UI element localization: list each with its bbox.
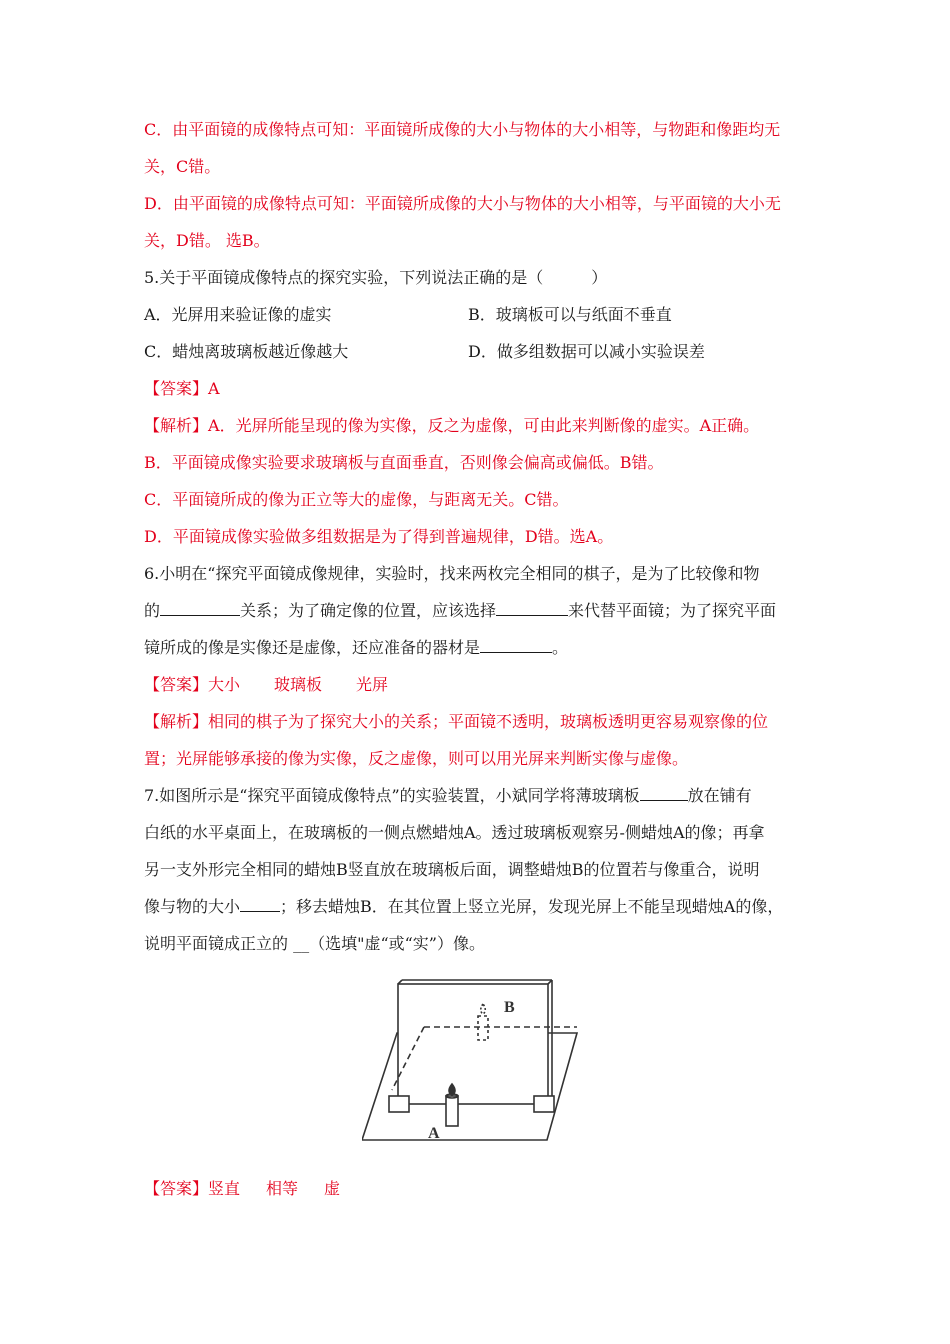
fill-blank bbox=[480, 638, 552, 653]
q6-text: 的 bbox=[144, 601, 161, 620]
q5-option-c: C．蜡烛离玻璃板越近像越大 bbox=[144, 342, 349, 361]
q6-line1: 6.小明在“探究平面镜成像规律，实验时，找来两枚完全相同的棋子，是为了比较像和物 bbox=[144, 564, 760, 583]
experiment-figure bbox=[362, 978, 582, 1147]
q6-text: 来代替平面镜；为了探究平面 bbox=[568, 601, 777, 620]
q7-answer bbox=[144, 1178, 340, 1200]
candle-a-flame bbox=[449, 1084, 455, 1095]
q7-text: 放在铺有 bbox=[687, 786, 752, 805]
q7-text: 7.如图所示是“探究平面镜成像特点”的实验装置，小斌同学将薄玻璃板 bbox=[144, 786, 640, 805]
fill-blank bbox=[496, 601, 568, 616]
q5-analysis-a bbox=[144, 415, 759, 437]
q6-analysis-line1 bbox=[144, 711, 768, 733]
q5-options-row-1 bbox=[144, 304, 804, 326]
answer-tag: 【答案】 bbox=[144, 1179, 209, 1198]
fill-blank bbox=[160, 601, 240, 616]
fill-blank bbox=[240, 897, 280, 912]
q7-line5: 说明平面镜成正立的 __（选填"虚“或“实”）像。 bbox=[144, 934, 485, 953]
q7-text: ；移去蜡烛B．在其位置上竖立光屏，发现光屏上不能呈现蜡烛A的像， bbox=[280, 897, 784, 916]
left-stand bbox=[389, 1096, 409, 1112]
q5-analysis-c: C．平面镜所成的像为正立等大的虚像，与距离无关。C错。 bbox=[144, 490, 569, 509]
q7-line1 bbox=[144, 785, 752, 807]
q7-line4 bbox=[144, 896, 783, 918]
analysis-tag: 【解析】 bbox=[144, 712, 209, 731]
q7-line2: 白纸的水平桌面上，在玻璃板的一侧点燃蜡烛A。透过玻璃板观察另-侧蜡烛A的像；再拿 bbox=[144, 823, 765, 842]
answer-tag: 【答案】 bbox=[144, 379, 209, 398]
fill-blank bbox=[640, 786, 688, 801]
q5-stem: 5.关于平面镜成像特点的探究实验，下列说法正确的是（ ） bbox=[144, 268, 608, 287]
q6-line3 bbox=[144, 637, 568, 659]
right-stand bbox=[534, 1096, 554, 1112]
q6-text: 镜所成的像是实像还是虚像，还应准备的器材是 bbox=[144, 638, 481, 657]
answer-value: A bbox=[208, 379, 220, 398]
q5-option-b: B．玻璃板可以与纸面不垂直 bbox=[468, 305, 672, 324]
q5-options-row-2 bbox=[144, 341, 804, 363]
glass-plate bbox=[398, 984, 548, 1104]
answer-tag: 【答案】 bbox=[144, 675, 209, 694]
analysis-text: 相同的棋子为了探究大小的关系；平面镜不透明，玻璃板透明更容易观察像的位 bbox=[208, 712, 769, 731]
answer-value: 大小 bbox=[208, 675, 241, 694]
q4-analysis-d-line2: 关，D错。 选B。 bbox=[144, 231, 270, 250]
q7-text: 像与物的大小 bbox=[144, 897, 241, 916]
mirror-experiment-diagram bbox=[362, 978, 582, 1143]
q6-text: 。 bbox=[552, 638, 569, 657]
label-a: A bbox=[428, 1125, 440, 1142]
candle-a bbox=[446, 1096, 458, 1126]
q5-option-a: A．光屏用来验证像的虚实 bbox=[144, 305, 332, 324]
q6-line2 bbox=[144, 600, 776, 622]
answer-value: 玻璃板 bbox=[274, 675, 323, 694]
answer-value: 竖直 bbox=[208, 1179, 241, 1198]
q6-answer bbox=[144, 674, 388, 696]
q7-line3: 另一支外形完全相同的蜡烛B竖直放在玻璃板后面，调整蜡烛B的位置若与像重合，说明 bbox=[144, 860, 760, 879]
q5-analysis-d: D．平面镜成像实验做多组数据是为了得到普遍规律，D错。选A。 bbox=[144, 527, 614, 546]
q4-analysis-d-line1: D．由平面镜的成像特点可知：平面镜所成像的大小与物体的大小相等，与平面镜的大小无 bbox=[144, 194, 781, 213]
answer-value: 光屏 bbox=[356, 675, 389, 694]
label-b: B bbox=[504, 999, 515, 1016]
analysis-text: A．光屏所能呈现的像为实像，反之为虚像，可由此来判断像的虚实。A正确。 bbox=[208, 416, 760, 435]
q6-analysis-line2: 置；光屏能够承接的像为实像，反之虚像，则可以用光屏来判断实像与虚像。 bbox=[144, 749, 689, 768]
q5-analysis-b: B．平面镜成像实验要求玻璃板与直面垂直，否则像会偏高或偏低。B错。 bbox=[144, 453, 664, 472]
q5-answer bbox=[144, 378, 220, 400]
q5-option-d: D．做多组数据可以减小实验误差 bbox=[468, 342, 705, 361]
q4-analysis-c-line2: 关，C错。 bbox=[144, 157, 221, 176]
answer-value: 虚 bbox=[324, 1179, 341, 1198]
analysis-tag: 【解析】 bbox=[144, 416, 209, 435]
answer-value: 相等 bbox=[266, 1179, 299, 1198]
q4-analysis-c-line1: C．由平面镜的成像特点可知：平面镜所成像的大小与物体的大小相等，与物距和像距均无 bbox=[144, 120, 781, 139]
q6-text: 关系；为了确定像的位置，应该选择 bbox=[240, 601, 497, 620]
